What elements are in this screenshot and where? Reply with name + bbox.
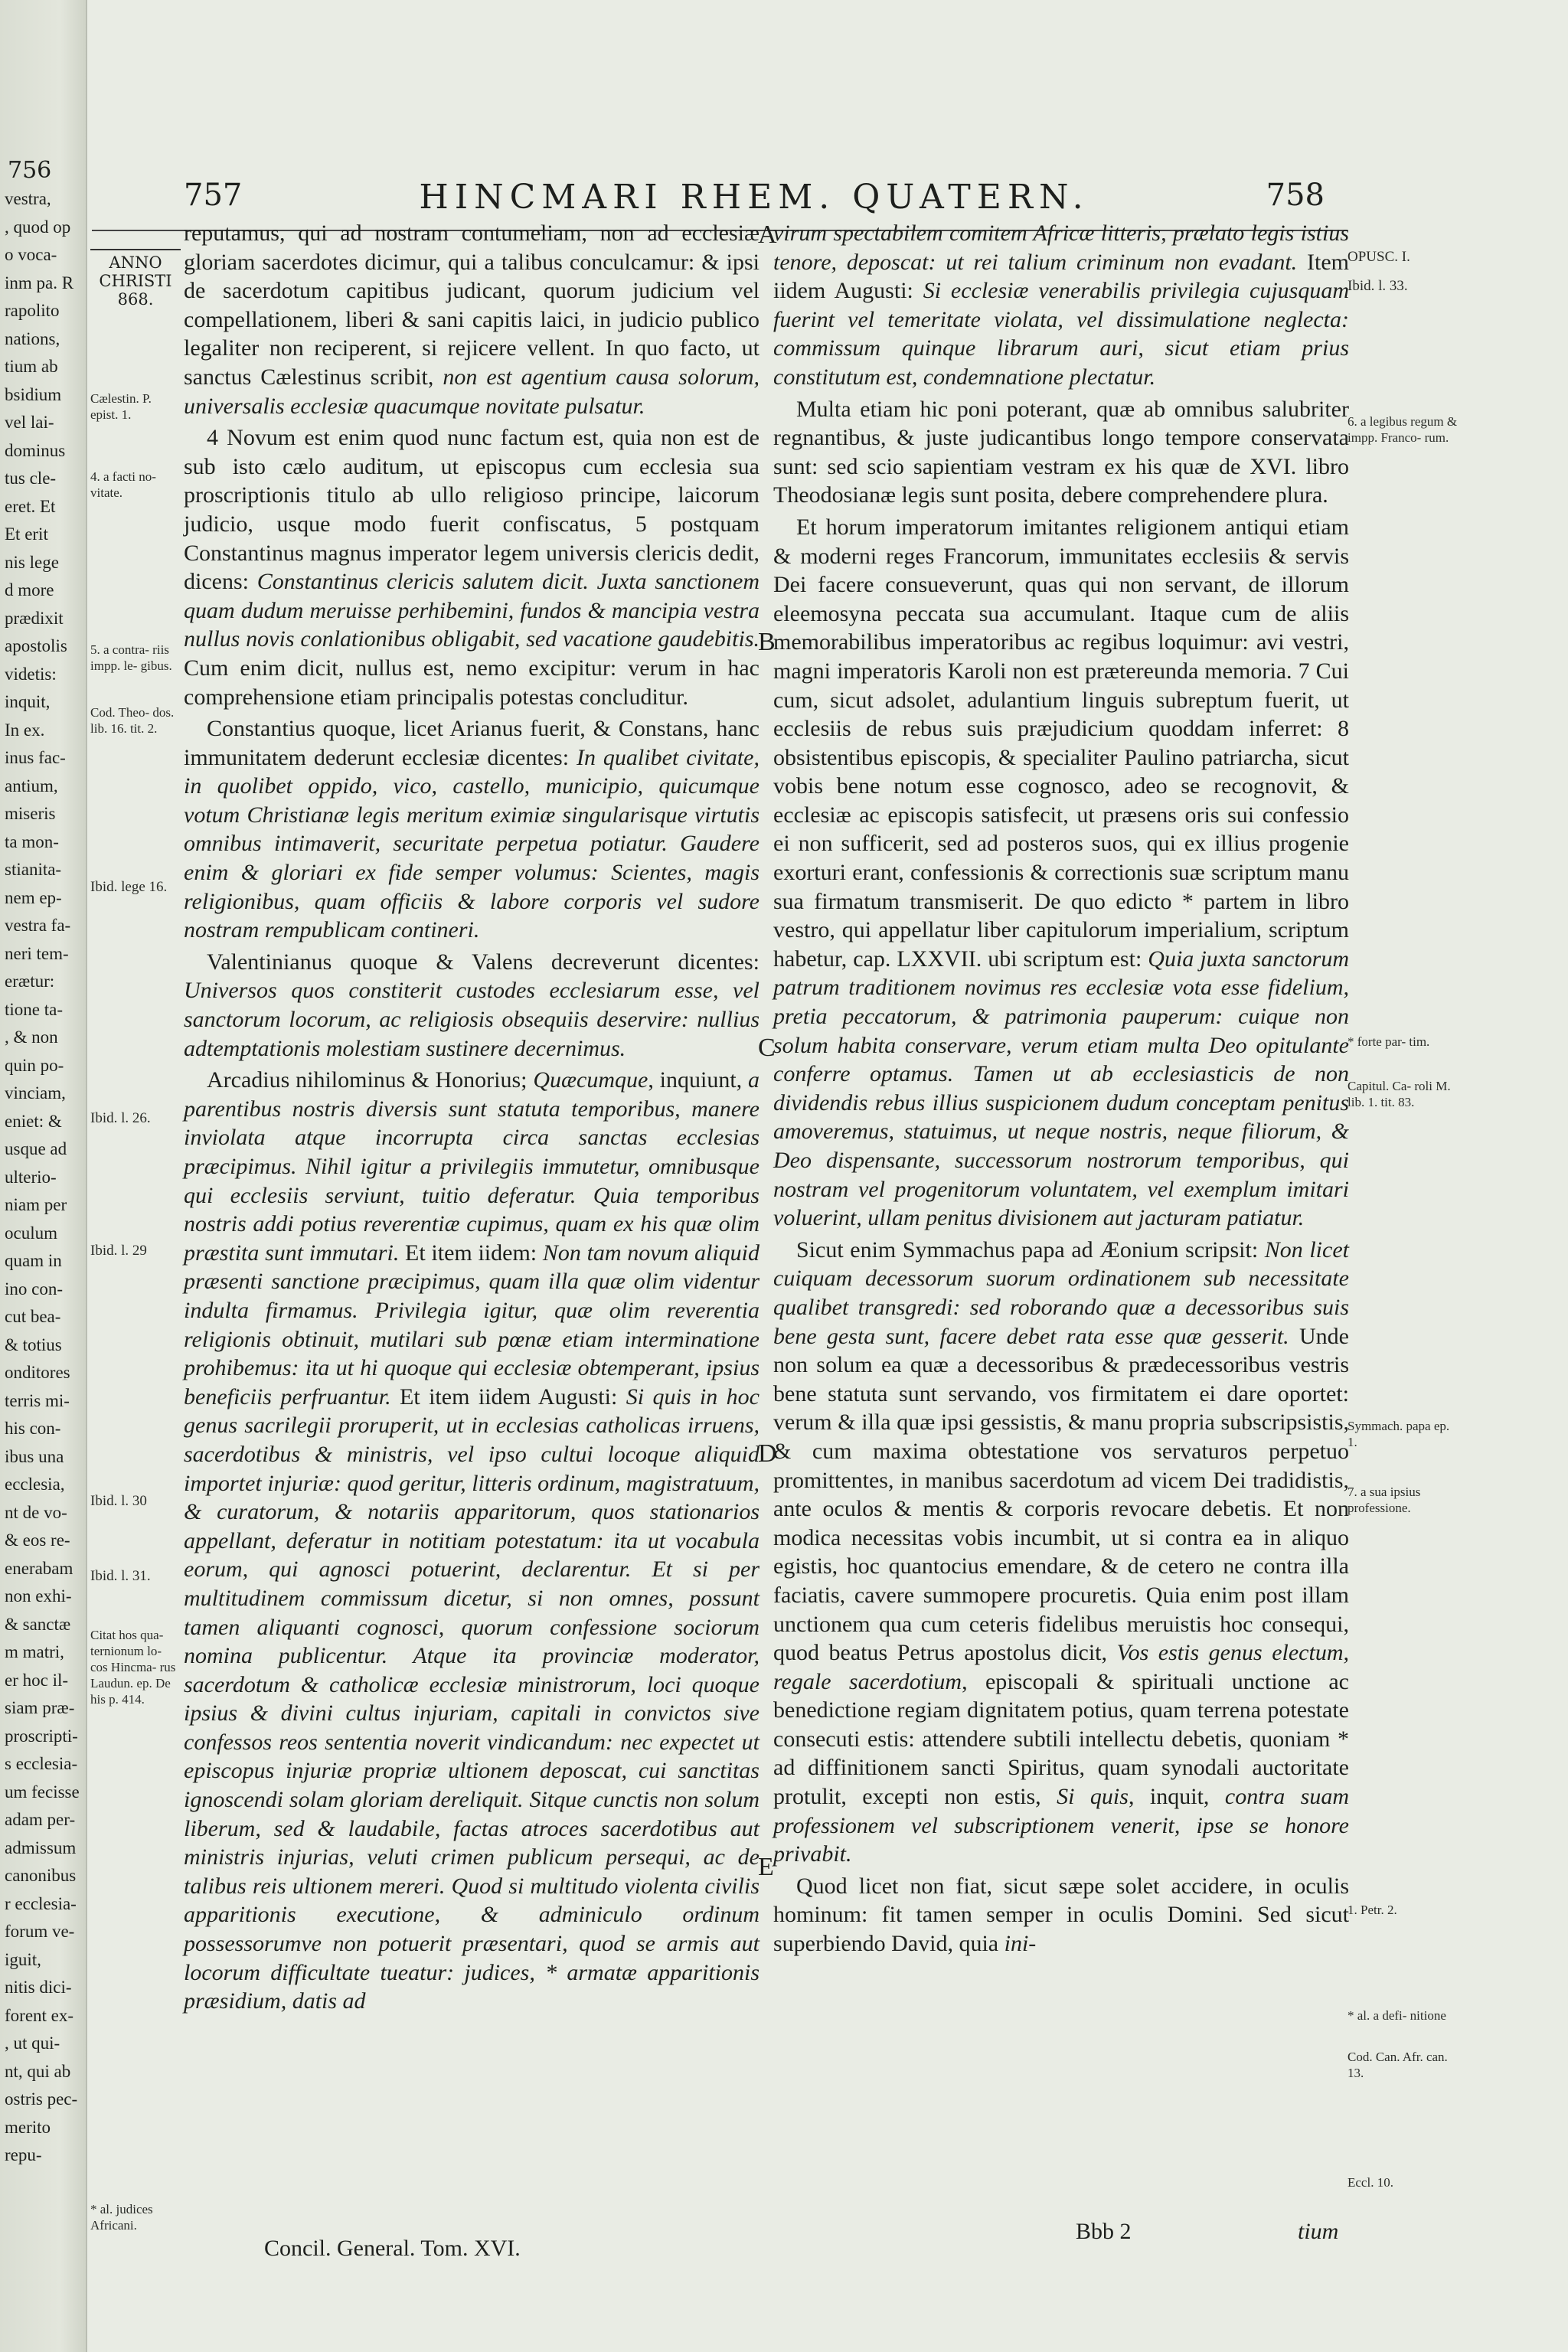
previous-page-fragment: vestra, xyxy=(5,189,51,208)
margin-note: Eccl. 10. xyxy=(1348,2175,1393,2190)
paragraph xyxy=(184,423,760,711)
previous-page-fragment: ino con- xyxy=(5,1279,64,1298)
previous-page-fragment: forum ve- xyxy=(5,1922,75,1941)
paragraph xyxy=(773,219,1349,392)
right-page-number: 758 xyxy=(1266,178,1325,213)
quoted-text: virum spectabilem comitem Africæ litteris, prælato legis istius tenore, deposcat: ut rei talium criminum non evadant. xyxy=(773,220,1349,275)
quoted-text: In qualibet civitate, in quolibet oppido, vico, castello, municipio, quicumque votum Christianæ legis meritum eximiæ singularisque virtutis omnibus intimaverit, securitate perpetua potiatur. Gaudere enim & gloriari ex fide semper volumus: Scientes, magis religionibus, quam officiis & labore corporis vel sudore nostram rempublicam contineri. xyxy=(184,744,760,943)
section-letter: E xyxy=(758,1853,774,1881)
previous-page-fragment: erætur: xyxy=(5,972,55,991)
previous-page-edge xyxy=(0,0,87,2352)
signature-mark: Bbb 2 xyxy=(1076,2219,1132,2244)
previous-page-fragment: eret. Et xyxy=(5,496,56,516)
previous-page-fragment: adam per- xyxy=(5,1810,76,1829)
previous-page-fragment: inquit, xyxy=(5,692,51,711)
previous-page-fragment: d more xyxy=(5,580,54,599)
previous-page-fragment: tione ta- xyxy=(5,999,63,1019)
body-text: Quod licet non fiat, sicut sæpe solet accidere, in oculis hominum: fit tamen semper in oculis Domini. Sed sicut superbiendo David, quia xyxy=(773,1873,1349,1957)
previous-page-fragment: usque ad xyxy=(5,1139,67,1158)
previous-page-fragment: ta mon- xyxy=(5,831,59,851)
previous-page-fragment: , & non xyxy=(5,1027,58,1047)
previous-page-fragment: iguit, xyxy=(5,1949,41,1969)
section-letter: A xyxy=(758,220,777,249)
previous-page-fragment: nitis dici- xyxy=(5,1978,72,1997)
margin-note: Citat hos qua- ternionum lo- cos Hincma- rus Laudun. ep. De his p. 414. xyxy=(90,1628,176,1707)
quoted-text: Si quis xyxy=(1057,1784,1129,1810)
margin-note: Cod. Theo- dos. lib. 16. tit. 2. xyxy=(90,705,175,736)
margin-note: 7. a sua ipsius professione. xyxy=(1348,1485,1421,1515)
previous-page-fragment: um fecisse xyxy=(5,1782,80,1802)
quoted-text: Si ecclesiæ venerabilis privilegia cujusquam fuerint vel temeritate violata, vel dissimulatione neglecta: commissum quinque librarum auri, sicut etiam prius constitutum est, condemnatione plectatur. xyxy=(773,278,1350,390)
paragraph xyxy=(184,714,760,945)
previous-page-fragment: his con- xyxy=(5,1419,61,1438)
body-text: , episcopali & spirituali unctione ac benedictione regiam dignitatem potius, quam terrena potestate consecuti estis: attendere subtili intellectu debetis, quoniam * ad diffinitionem sancti Spiritus, quam synodali auctoritate protulit, excepti non estis, xyxy=(773,1668,1349,1810)
previous-page-fragment: nem ep- xyxy=(5,887,62,907)
paragraph xyxy=(184,1066,760,2016)
previous-page-fragment: quin po- xyxy=(5,1055,64,1075)
body-text: Arcadius nihilominus & Honorius; xyxy=(207,1067,534,1093)
previous-page-fragment: bsidium xyxy=(5,384,62,404)
previous-page-fragment: & sanctæ xyxy=(5,1614,71,1634)
previous-page-fragment: ostris pec- xyxy=(5,2089,78,2109)
margin-note: Ibid. lege 16. xyxy=(90,879,168,895)
quoted-text: Quia juxta sanctorum patrum traditionem novimus res ecclesiæ vota esse fidelium, pretia peccatorum, & patrimonia pauperum: cuique non solum habita conservare, verum etiam multa Deo opitulante conferre optamus. Tamen ut ab ecclesiasticis de non dividendis rebus illius suspicionem dudum conceptam penitus amoveremus, statuimus, ut neque nostris, neque filiorum, & Deo dispensante, successorum nostrorum temporibus, qui nostram vel progenitorum voluntatem, vel exemplum imitari voluerint, ullam penitus divisionem aut jacturam patiatur. xyxy=(773,946,1349,1231)
previous-page-fragment: Et erit xyxy=(5,524,48,544)
body-text: Constantius quoque, licet Arianus fuerit, & Constans, hanc immunitatem dederunt ecclesiæ dicentes: xyxy=(184,716,760,770)
quoted-text: contra suam professionem vel subscriptionem venerit, ipse se honore privabit. xyxy=(773,1784,1349,1867)
quoted-text: Universos quos constiterit custodes ecclesiarum esse, vel sanctorum locorum, ac religiosis obsequiis deservire: nullius adtemptationis molestiam sustinere decernimus. xyxy=(184,978,760,1061)
margin-note: Ibid. l. 26. xyxy=(90,1110,151,1126)
catchword: tium xyxy=(1298,2219,1339,2244)
body-text: Unde non solum ea quæ a decessoribus & prædecessoribus vestris bene statuta sunt servando, vos firmitatem ei dare oportet: verum & illa quæ ipsi gessistis, & manu propria subscripsistis, & cum maxima obtestatione vos servaturos perpetuo promittentes, in manibus sacerdotum ad vicem Dei tradidistis, ante oculos & mentis & corporis revocare debetis. Et non modica necessitas vobis incumbit, ut si contra ea in aliquo egistis, hoc quantocius emendare, & de cetero ne contra illa faciatis, cavere summopere procuretis. Quia enim post illam unctionem qua cum ceteris fidelibus meruistis hoc consequi, quod beatus Petrus apostolus dicit, xyxy=(773,1323,1349,1666)
previous-page-fragment: , ut qui- xyxy=(5,2034,60,2053)
margin-note: Ibid. l. 29 xyxy=(90,1243,147,1259)
previous-page-fragment: nt, qui ab xyxy=(5,2061,71,2081)
margin-note: * al. judices Africani. xyxy=(90,2202,153,2233)
quoted-text: a parentibus nostris diversis sunt statuta temporibus, manere inviolata atque incorrupta circa sanctas ecclesias præcipimus. Nihil igitur a privilegiis immutetur, omnibusque qui ecclesiis serviunt, tuitio deferatur. Quia temporibus nostris addi potius reverentiæ cupimus, quam ex his quæ olim præstita sunt immutari. xyxy=(184,1067,760,1266)
previous-page-fragment: admissum xyxy=(5,1838,77,1857)
section-letter: B xyxy=(758,628,776,656)
margin-note: * al. a defi- nitione xyxy=(1348,2008,1446,2023)
left-page-number: 757 xyxy=(184,178,243,213)
previous-page-fragment: apostolis xyxy=(5,636,67,655)
previous-page-fragment: canonibus xyxy=(5,1866,77,1885)
body-text: Cum enim dicit, nullus est, nemo excipitur: verum in hac comprehensione etiam principalis potestas concluditur. xyxy=(184,655,760,710)
previous-page-fragment: neri tem- xyxy=(5,943,69,963)
previous-page-fragment: proscripti- xyxy=(5,1726,78,1746)
running-title: HINCMARI RHEM. QUATERN. xyxy=(419,178,1089,217)
paragraph xyxy=(773,1872,1349,1958)
paragraph xyxy=(184,219,760,420)
body-text: Et horum imperatorum imitantes religionem antiqui etiam & moderni reges Francorum, immunitates ecclesiis & servis Dei facere consueverunt, quas qui non servant, de illorum eleemosyna peccata sua accumulant. Itaque cum de aliis memorabilibus imperatoribus ac regibus loquimur: avi vestri, magni imperatoris Karoli non est prætereunda memoria. 7 Cui cum, sicut adsolet, adulantium linguis subreptum fuerit, ut ecclesiis de rebus suis præjudicium quoddam inferret: 8 obsistentibus episcopis, & specialiter Paulino patriarcha, sicut vobis bene notum esse cognosco, adeo se recognovit, & ecclesiæ ac episcopis satisfecit, ut præsens oris sui confessio ei non sufficerit, sed ad posteros suos, qui ex illius progenie exorturi erant, confessionis & correctionis suæ scriptum manu sua firmatum transmiserit. De quo edicto * partem in libro vestro, qui appellatur liber capitulorum imperialium, scriptum habetur, cap. LXXVII. ubi scriptum est: xyxy=(773,514,1349,972)
body-text: , inquit, xyxy=(1128,1784,1225,1810)
margin-note: 4. a facti no- vitate. xyxy=(90,469,156,500)
paragraph xyxy=(184,948,760,1063)
previous-page-fragment: antium, xyxy=(5,776,58,795)
margin-note: 5. a contra- riis impp. le- gibus. xyxy=(90,642,172,673)
previous-page-fragment: cut bea- xyxy=(5,1307,61,1326)
quoted-text: Constantinus clericis salutem dicit. Juxta sanctionem quam dudum meruisse perhibemini, fundos & mancipia vestra nullus novis conlationibus obligabit, sed vacatione gaudebitis. xyxy=(184,569,760,652)
quoted-text: Quæcumque xyxy=(533,1067,648,1093)
previous-page-fragment: ulterio- xyxy=(5,1167,57,1187)
previous-page-fragment: nt de vo- xyxy=(5,1502,67,1522)
previous-page-fragment: nis lege xyxy=(5,552,59,572)
margin-note: * forte par- tim. xyxy=(1348,1034,1430,1049)
previous-page-fragment: vinciam, xyxy=(5,1083,66,1102)
previous-page-fragment: merito xyxy=(5,2117,51,2137)
margin-note: Cod. Can. Afr. can. 13. xyxy=(1348,2050,1448,2080)
margin-note: Ibid. l. 31. xyxy=(90,1568,151,1584)
previous-page-fragment: onditores xyxy=(5,1363,70,1382)
margin-note: Cælestin. P. epist. 1. xyxy=(90,391,152,422)
previous-page-fragment: niam per xyxy=(5,1195,67,1214)
right-text-column xyxy=(773,219,1349,1962)
body-text: reputamus, qui ad nostram contumeliam, non ad ecclesiæ gloriam sacerdotes dicimur, qui a talibus conculcamur: & ipsi de sacerdotum capitibus judicant, quorum judicium vel compellationem, liberi & sani capitis laici, in judicio publico legaliter non reciperent, si rejicere vellent. In quo facto, ut sanctus Cælestinus scribit, xyxy=(184,220,760,390)
previous-page-fragment: ecclesia, xyxy=(5,1475,65,1494)
margin-note: Capitul. Ca- roli M. lib. 1. tit. 83. xyxy=(1348,1079,1451,1109)
previous-page-number: 756 xyxy=(8,157,52,184)
margin-note: Ibid. l. 30 xyxy=(90,1493,147,1509)
body-text: Sicut enim Symmachus papa ad Æonium scripsit: xyxy=(796,1236,1265,1263)
section-letter: D xyxy=(758,1439,777,1468)
previous-page-fragment: m matri, xyxy=(5,1642,64,1661)
previous-page-fragment: repu- xyxy=(5,2145,42,2164)
previous-page-fragment: oculum xyxy=(5,1223,57,1243)
previous-page-fragment: vel lai- xyxy=(5,413,54,432)
christi-label: CHRISTI xyxy=(99,272,172,290)
margin-note: OPUSC. I. xyxy=(1348,249,1410,265)
body-text: 4 Novum est enim quod nunc factum est, quia non est de sub isto cælo auditum, ut episcopus cum ecclesia sua proscriptionis titulo ab ullo religioso principe, laicorum judicio, usque modo fuerit confiscatus, 5 postquam Constantinus magnus imperator legem universis clericis dedit, dicens: xyxy=(184,425,760,595)
quoted-text: non est agentium causa solorum, universalis ecclesiæ quacumque novitate pulsatur. xyxy=(184,364,760,419)
previous-page-fragment: enerabam xyxy=(5,1558,74,1578)
quoted-text: Vos estis genus electum, regale sacerdotium xyxy=(773,1640,1350,1694)
margin-note: 6. a legibus regum & impp. Franco- rum. xyxy=(1348,414,1458,445)
previous-page-fragment: er hoc il- xyxy=(5,1670,69,1690)
previous-page-fragment: siam præ- xyxy=(5,1698,75,1717)
previous-page-fragment: stianita- xyxy=(5,860,62,879)
previous-page-fragment: inus fac- xyxy=(5,748,66,767)
previous-page-fragment: & totius xyxy=(5,1334,62,1354)
previous-page-fragment: quam in xyxy=(5,1251,62,1270)
quoted-text: Non licet cuiquam decessorum suorum ordinationem sub necessitate qualibet transgredi: sed roborando quæ a decessoribus suis bene gesta sunt, facere debet rata esse quæ gesserit. xyxy=(773,1236,1349,1349)
body-text: Multa etiam hic poni poterant, quæ ab omnibus salubriter regnantibus, & juste judicantibus longo tempore conservata sunt: sed scio sapientiam vestram ex his quæ de XVI. libro Theodosianæ legis sunt posita, debere comprehendere plura. xyxy=(773,396,1349,508)
previous-page-fragment: r ecclesia- xyxy=(5,1893,77,1913)
body-text: Item iidem Augusti: xyxy=(773,249,1349,304)
footer-volume: Concil. General. Tom. XVI. xyxy=(264,2236,521,2261)
running-header xyxy=(184,178,1325,224)
previous-page-fragment: , quod op xyxy=(5,217,71,237)
margin-note: Symmach. papa ep. 1. xyxy=(1348,1419,1450,1449)
previous-page-fragment: rapolito xyxy=(5,301,60,320)
paragraph xyxy=(773,513,1349,1233)
quoted-text: ini- xyxy=(1004,1931,1037,1957)
previous-page-fragment: prædixit xyxy=(5,608,64,628)
body-text: Et item iidem: xyxy=(399,1240,543,1266)
previous-page-fragment: s ecclesia- xyxy=(5,1754,78,1773)
anno-label: ANNO xyxy=(109,253,162,272)
section-letter: C xyxy=(758,1034,776,1062)
margin-note: 1. Petr. 2. xyxy=(1348,1903,1397,1917)
previous-page-fragment: miseris xyxy=(5,804,56,823)
quoted-text: Non tam novum aliquid præsenti sanctione præcipimus, quam illa quæ olim videntur indulta firmamus. Privilegia igitur, quæ olim reverentia religionis obtinuit, mutilari sub pœnæ etiam interminatione prohibemus: ita ut hi quoque qui ecclesiæ obtemperant, ipsius beneficiis perfruantur. xyxy=(184,1240,760,1410)
body-text: Et item iidem Augusti: xyxy=(390,1383,626,1410)
paragraph xyxy=(773,395,1349,510)
anno-year: 868. xyxy=(117,290,154,309)
previous-page-fragment: o voca- xyxy=(5,245,57,264)
previous-page-fragment: tus cle- xyxy=(5,469,57,488)
previous-page-fragment: videtis: xyxy=(5,664,57,684)
previous-page-fragment: inm pa. R xyxy=(5,273,74,292)
previous-page-fragment: eniet: & xyxy=(5,1111,62,1131)
previous-page-fragment: In ex. xyxy=(5,720,45,740)
previous-page-fragment: nations, xyxy=(5,328,60,348)
paragraph xyxy=(773,1236,1349,1869)
body-text: Valentinianus quoque & Valens decreverunt dicentes: xyxy=(207,949,760,975)
previous-page-fragment: ibus una xyxy=(5,1446,64,1466)
previous-page-fragment: vestra fa- xyxy=(5,916,71,935)
previous-page-fragment: tium ab xyxy=(5,357,58,376)
left-text-column xyxy=(184,219,760,2019)
anno-christi-box xyxy=(90,249,181,309)
margin-note: Ibid. l. 33. xyxy=(1348,278,1408,294)
quoted-text: Si quis in hoc genus sacrilegii proruperit, ut in ecclesias catholicas irruens, sacerdotibus & ministris, vel ipso cultui locoque aliquid importet injuriæ: quod geritur, litteris ordinum, magistratuum, & curatorum, & notariis apparitorum, quos stationarios appellant, deferatur in notitiam potestatum: ita ut vocabula eorum, qui agnosci potuerint, declarentur. Et si per multitudinem commissum dicetur, si non omnes, possunt tamen aliquanti cognosci, quorum confessione sociorum nomina publicentur. Atque ita provinciæ moderator, sacerdotum & catholicæ ecclesiæ ministrorum, loci quoque ipsius & divini cultus injuriam, capitali in convictos sive confessos reos sententia noverit vindicandum: nec expectet ut episcopus injuriæ propriæ ultionem deposcat, cui sanctitas ignoscendi solam gloriam dereliquit. Sitque cunctis non solum liberum, sed & laudabile, factas atroces sacerdotibus aut ministris injurias, veluti crimen publicum persequi, ac de talibus reis ultionem mereri. Quod si multitudo violenta civilis apparitionis executione, & adminiculo ordinum possessorumve non potuerit præsentari, quod se armis aut locorum difficultate tueatur: judices, * armatæ apparitionis præsidium, datis ad xyxy=(184,1383,760,2014)
previous-page-fragment: non exhi- xyxy=(5,1586,72,1606)
previous-page-fragment: & eos re- xyxy=(5,1530,70,1550)
previous-page-fragment: forent ex- xyxy=(5,2005,74,2025)
previous-page-fragment: terris mi- xyxy=(5,1390,70,1410)
body-text: , inquiunt, xyxy=(648,1067,748,1093)
previous-page-fragment: dominus xyxy=(5,440,66,460)
